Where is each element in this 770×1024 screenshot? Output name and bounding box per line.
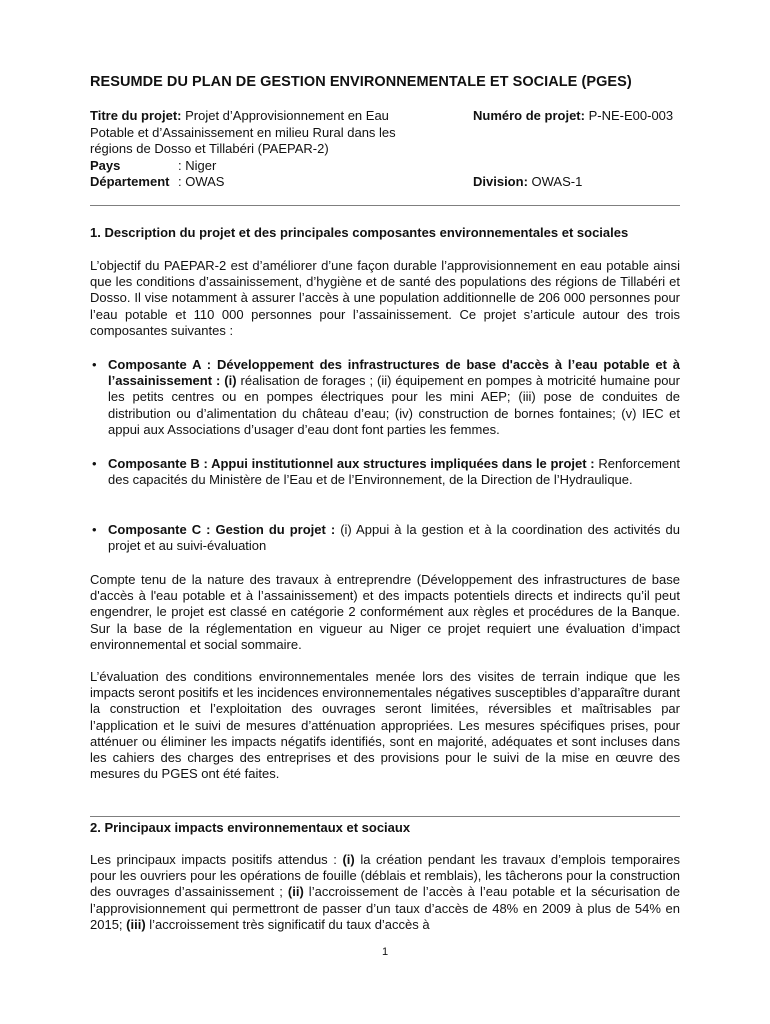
component-a-item <box>90 357 680 438</box>
bullet-icon: • <box>92 522 97 537</box>
division-value: OWAS-1 <box>531 174 583 189</box>
component-b-text: Renforcement des capacités du Ministère de l’Eau et de l’Environnement, de la Direction de l’Hydraulique. <box>108 456 680 488</box>
component-c-text: (i) Appui à la gestion et à la coordination des activités du projet et au suivi-évaluation <box>108 522 680 554</box>
project-title-value: Projet d’Approvisionnement en Eau Potable et d’Assainissement en milieu Rural dans les régions de Dosso et Tillabéri (PAEPAR-2) <box>90 108 396 156</box>
section2-heading: 2. Principaux impacts environnementaux et sociaux <box>90 820 411 835</box>
country-row <box>90 158 425 175</box>
component-b-label: Composante B : Appui institutionnel aux structures impliquées dans le projet : <box>108 456 595 471</box>
division-label: Division: <box>473 174 528 189</box>
department-row <box>90 174 425 191</box>
bullet-icon: • <box>92 357 97 372</box>
section-divider <box>90 816 680 817</box>
section-divider <box>90 205 680 206</box>
section1-paragraph-2: Compte tenu de la nature des travaux à entreprendre (Développement des infrastructures de base d'accès à l'eau potable et à l’assainissement) et des impacts potentiels directs et indirects qu’il peut engendrer, le projet est classé en catégorie 2 conformément aux règles et procédures de la Banque. Sur la base de la réglementation en vigueur au Niger ce projet requiert une évaluation d’impact environnemental et social sommaire. <box>90 572 680 652</box>
section1-intro: L’objectif du PAEPAR-2 est d’améliorer d’une façon durable l’approvisionnement en eau potable ainsi que les conditions d’assainissement, d’hygiène et de santé des populations des régions de Tillabéri et Dosso. Il vise notamment à assurer l’accès à une population additionnelle de 206 000 personnes pour l’eau potable et 110 000 personnes pour l’assainissement. Ce projet s’articule autour des trois composantes suivantes : <box>90 258 680 338</box>
project-title-block <box>90 108 425 158</box>
page-number: 1 <box>381 946 389 958</box>
project-title-label: Titre du projet: <box>90 108 182 123</box>
country-value: : Niger <box>178 157 217 173</box>
section2-paragraph <box>90 852 680 933</box>
marker-iii: (iii) <box>126 916 146 932</box>
component-b-item <box>90 456 680 488</box>
marker-ii: (ii) <box>287 884 304 900</box>
section2-text-1: la création pendant les travaux d’emplois temporaires pour les ouvriers pour les opérations de fouille (déblais et remblais), les tâcherons pour la construction des ouvrages d’assainissement ; <box>90 852 680 900</box>
section1-paragraph-3: L’évaluation des conditions environnementales menée lors des visites de terrain indique que les impacts seront positifs et les incidences environnementales négatives susceptibles d’apparaître durant la construction et l’exploitation des ouvrages seront limitées, réversibles et maîtrisables par l’application et le suivi de mesures d’atténuation appropriées. Les mesures spécifiques prises, pour atténuer ou éliminer les impacts négatifs identifiés, sont en majorité, adéquates et sont incluses dans les cahiers des charges des entreprises et des provisions pour le suivi de la mise en œuvre des mesures du PGES ont été faites. <box>90 669 680 782</box>
section1-heading: 1. Description du projet et des principales composantes environnementales et sociales <box>90 225 629 240</box>
project-number-label: Numéro de projet: <box>473 108 585 123</box>
division-row <box>473 174 582 191</box>
section2-text-start: Les principaux impacts positifs attendus : <box>90 852 343 867</box>
section2-text-3: l’accroissement très significatif du taux d’accès à <box>145 916 430 932</box>
component-c-item <box>90 522 680 554</box>
component-a-label: Composante A : Développement des infrastructures de base d'accès à l’eau potable et à l’assainissement : (i) <box>108 357 680 389</box>
project-number-row <box>473 108 688 125</box>
project-info-left <box>90 108 425 191</box>
bullet-icon: • <box>92 456 97 471</box>
country-label: Pays <box>90 157 121 173</box>
project-number-value: P-NE-E00-003 <box>588 108 674 123</box>
component-a-text: réalisation de forages ; (ii) équipement en pompes à motricité humaine pour les petits centres ou en pompes électriques pour les mini AEP; (iii) pose de conduites de distribution ou d’alimentation du château d’eau; (iv) construction de bornes fontaines; (v) IEC et appui aux Associations d’usager d’eau dont font parties les femmes. <box>108 373 680 437</box>
marker-i: (i) <box>342 852 355 867</box>
department-value: : OWAS <box>178 174 225 189</box>
department-label: Département <box>90 174 170 189</box>
component-c-label: Composante C : Gestion du projet : <box>108 522 336 537</box>
document-title: RESUMDE DU PLAN DE GESTION ENVIRONNEMENTALE ET SOCIALE (PGES) <box>90 74 632 90</box>
section2-text-2: l’accroissement de l’accès à l’eau potable et la sécurisation de l’approvisionnement qui permettront de passer d’un taux d’accès de 48% en 2009 à plus de 54% en 2015; <box>90 884 680 932</box>
